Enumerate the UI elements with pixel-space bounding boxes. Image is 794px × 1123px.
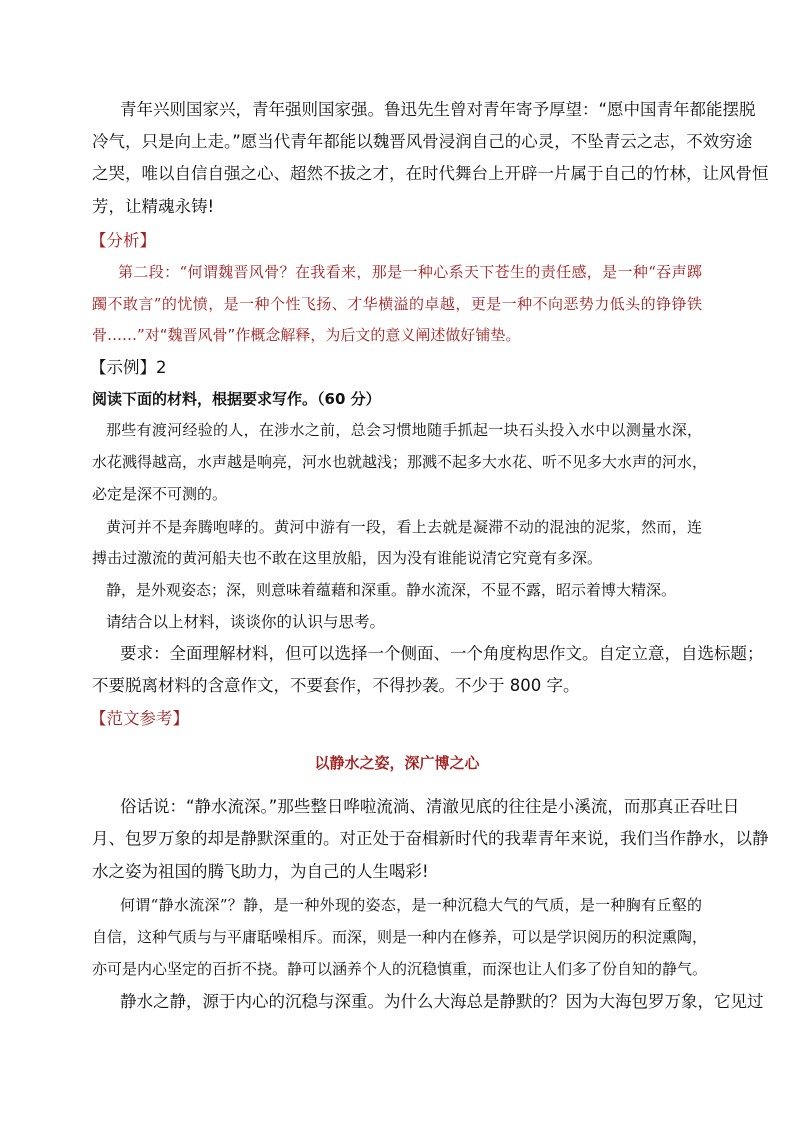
requirements-line-2: 不要脱离材料的含意作文，不要套作，不得抄袭。不少于 800 字。 — [92, 676, 580, 695]
essay-p1-line-3: 水之姿为祖国的腾飞助力，为自己的人生喝彩! — [92, 862, 429, 881]
material-line-5: 搏击过激流的黄河船夫也不敢在这里放船，因为没有谁能说清它究竟有多深。 — [92, 549, 603, 567]
example-instruction: 请结合以上材料，谈谈你的认识与思考。 — [106, 613, 386, 631]
intro-line-1: 青年兴则国家兴，青年强则国家强。鲁迅先生曾对青年寄予厚望：“愿中国青年都能摆脱 — [120, 100, 756, 119]
material-line-2: 水花溅得越高，水声越是响亮，河水也就越浅；那溅不起多大水花、听不见多大水声的河水， — [92, 453, 708, 471]
example-prompt: 阅读下面的材料，根据要求写作。（60 分） — [92, 390, 381, 408]
reference-heading: 【范文参考】 — [90, 709, 189, 728]
essay-p2-line-2: 自信，这种气质与与平庸聒噪相斥。而深，则是一种内在修养，可以是学识阅历的积淀熏陶， — [92, 928, 708, 946]
analysis-line-2: 躅不敢言”的忧愤，是一种个性飞扬、才华横溢的卓越，更是一种不向恶势力低头的铮铮铁 — [92, 295, 702, 313]
material-line-4: 黄河并不是奔腾咆哮的。黄河中游有一段，看上去就是凝滞不动的混浊的泥浆，然而，连 — [106, 518, 702, 536]
analysis-heading: 【分析】 — [90, 231, 156, 250]
essay-p2-line-1: 何谓“静水流深”？静，是一种外现的姿态，是一种沉稳大气的气质，是一种胸有丘壑的 — [120, 896, 702, 914]
essay-p1-line-1: 俗话说：“静水流深。”那些整日哗啦流淌、清澈见底的往往是小溪流，而那真正吞吐日 — [120, 797, 740, 816]
essay-p1-line-2: 月、包罗万象的却是静默深重的。对正处于奋楫新时代的我辈青年来说，我们当作静水，以静 — [92, 829, 769, 848]
intro-line-4: 芳，让精魂永铸! — [92, 197, 215, 216]
analysis-line-1: 第二段：“何谓魏晋风骨？在我看来，那是一种心系天下苍生的责任感，是一种“吞声踯 — [118, 263, 702, 281]
material-line-3: 必定是深不可测的。 — [92, 485, 228, 503]
intro-line-3: 之哭，唯以自信自强之心、超然不拔之才，在时代舞台上开辟一片属于自己的竹林，让风骨恒 — [92, 164, 769, 183]
essay-p3-line-1: 静水之静，源于内心的沉稳与深重。为什么大海总是静默的？因为大海包罗万象，它见过 — [120, 992, 764, 1011]
material-line-1: 那些有渡河经验的人，在涉水之前，总会习惯地随手抓起一块石头投入水中以测量水深， — [106, 421, 702, 439]
material-line-6: 静，是外观姿态；深，则意味着蕴藉和深重。静水流深，不显不露，昭示着博大精深。 — [106, 581, 677, 599]
example-heading: 【示例】2 — [90, 358, 167, 377]
essay-p2-line-3: 亦可是内心坚定的百折不挠。静可以涵养个人的沉稳慎重，而深也让人们多了份自知的静气。 — [92, 960, 708, 978]
intro-line-2: 冷气，只是向上走。”愿当代青年都能以魏晋风骨浸润自己的心灵，不坠青云之志，不效穷途 — [92, 132, 753, 151]
analysis-line-3: 骨……”对“魏晋风骨”作概念解释，为后文的意义阐述做好铺垫。 — [92, 326, 521, 344]
requirements-line-1: 要求：全面理解材料，但可以选择一个侧面、一个角度构思作文。自定立意，自选标题； — [120, 644, 764, 663]
essay-title: 以静水之姿，深广博之心 — [314, 754, 480, 772]
